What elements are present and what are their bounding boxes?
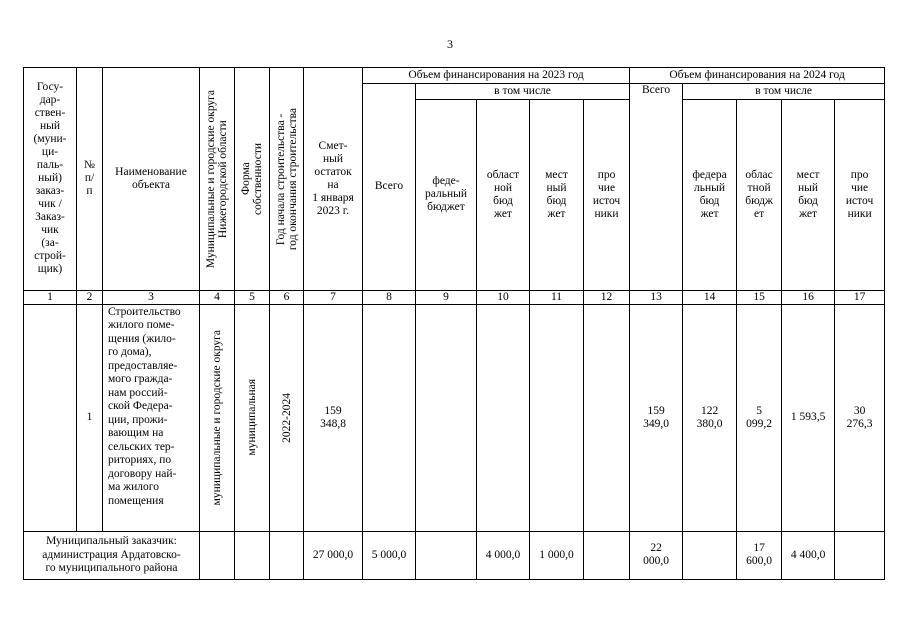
header-incl-2023: в том числе <box>416 84 630 100</box>
row1-object-name: Строительство жилого поме- щения (жило- го дома), предоставляе- мого гражда- нам россий- ской Федера- ции, прожи- вающим на сельских тер- риториях, по договору най- ма жилого помещения <box>103 304 200 531</box>
header-npp: № п/ п <box>77 68 103 291</box>
row2-customer: Муниципальный заказчик: администрация Ардатовско- го муниципального района <box>24 531 200 579</box>
row1-ownership-cell <box>235 304 270 531</box>
row1-fed-2023 <box>416 304 477 531</box>
col-num-1: 1 <box>24 290 77 304</box>
header-fed-2023: феде- ральный бюджет <box>416 100 477 290</box>
col-num-15: 15 <box>737 290 782 304</box>
header-object-name: Наименование объекта <box>103 68 200 291</box>
col-num-7: 7 <box>304 290 363 304</box>
header-proch-2023: про чие источ ники <box>584 100 630 290</box>
row2-proch-2024 <box>835 531 885 579</box>
row2-smeta: 27 000,0 <box>304 531 363 579</box>
row1-npp: 1 <box>77 304 103 531</box>
header-fin-2024: Объем финансирования на 2024 год <box>630 68 885 84</box>
header-obl-2024: облас тной бюдж ет <box>737 100 782 290</box>
header-ownership-cell <box>235 68 270 291</box>
row1-proch-2024: 30 276,3 <box>835 304 885 531</box>
header-proch-2024: про чие источ ники <box>835 100 885 290</box>
row2-fed-2023 <box>416 531 477 579</box>
row1-customer <box>24 304 77 531</box>
col-num-17: 17 <box>835 290 885 304</box>
col-num-13: 13 <box>630 290 683 304</box>
row2-total-2024: 22 000,0 <box>630 531 683 579</box>
col-num-16: 16 <box>782 290 835 304</box>
header-ownership: Форма собственности <box>240 142 264 215</box>
header-years: Год начала строительства - год окончания строительства <box>274 107 299 250</box>
row2-okrug <box>200 531 235 579</box>
col-num-14: 14 <box>683 290 737 304</box>
header-municipal-okrug: Муниципальные и городские округа Нижегородской области <box>205 89 229 268</box>
financing-table <box>23 67 885 580</box>
col-num-10: 10 <box>477 290 530 304</box>
header-obl-2023: област ной бюд жет <box>477 100 530 290</box>
col-num-11: 11 <box>530 290 584 304</box>
header-years-cell <box>270 68 304 291</box>
row2-years <box>270 531 304 579</box>
header-incl-2024: в том числе <box>683 84 885 100</box>
page-number: 3 <box>447 37 453 51</box>
header-total-2023: Всего <box>363 84 416 291</box>
header-total-2024: Всего <box>630 84 683 291</box>
col-num-5: 5 <box>235 290 270 304</box>
row1-proch-2023 <box>584 304 630 531</box>
row1-fed-2024: 122 380,0 <box>683 304 737 531</box>
row1-years-cell <box>270 304 304 531</box>
header-mest-2023: мест ный бюд жет <box>530 100 584 290</box>
row1-smeta: 159 348,8 <box>304 304 363 531</box>
header-fin-2023: Объем финансирования на 2023 год <box>363 68 630 84</box>
col-num-9: 9 <box>416 290 477 304</box>
row1-obl-2024: 5 099,2 <box>737 304 782 531</box>
header-customer: Госу- дар- ствен- ный (муни- ци- паль- ный) заказ- чик / Заказ- чик (за- строй- щик) <box>24 68 77 291</box>
row1-obl-2023 <box>477 304 530 531</box>
row2-total-2023: 5 000,0 <box>363 531 416 579</box>
header-mest-2024: мест ный бюд жет <box>782 100 835 290</box>
col-num-12: 12 <box>584 290 630 304</box>
row1-okrug-cell <box>200 304 235 531</box>
row1-okrug: муниципальные и городские округа <box>211 330 223 506</box>
row2-fed-2024 <box>683 531 737 579</box>
table-row <box>24 531 885 579</box>
col-num-4: 4 <box>200 290 235 304</box>
row1-total-2024: 159 349,0 <box>630 304 683 531</box>
row2-obl-2023: 4 000,0 <box>477 531 530 579</box>
row1-mest-2024: 1 593,5 <box>782 304 835 531</box>
header-municipal-okrug-cell <box>200 68 235 291</box>
col-num-2: 2 <box>77 290 103 304</box>
row1-total-2023 <box>363 304 416 531</box>
row1-years: 2022-2024 <box>280 392 293 443</box>
row1-mest-2023 <box>530 304 584 531</box>
row2-proch-2023 <box>584 531 630 579</box>
row2-ownership <box>235 531 270 579</box>
header-smeta: Смет- ный остаток на 1 января 2023 г. <box>304 68 363 291</box>
col-num-3: 3 <box>103 290 200 304</box>
col-num-8: 8 <box>363 290 416 304</box>
row2-mest-2024: 4 400,0 <box>782 531 835 579</box>
row2-obl-2024: 17 600,0 <box>737 531 782 579</box>
header-fed-2024: федера льный бюд жет <box>683 100 737 290</box>
table-row <box>24 304 885 531</box>
row2-mest-2023: 1 000,0 <box>530 531 584 579</box>
row1-ownership: муниципальная <box>246 379 258 456</box>
col-num-6: 6 <box>270 290 304 304</box>
